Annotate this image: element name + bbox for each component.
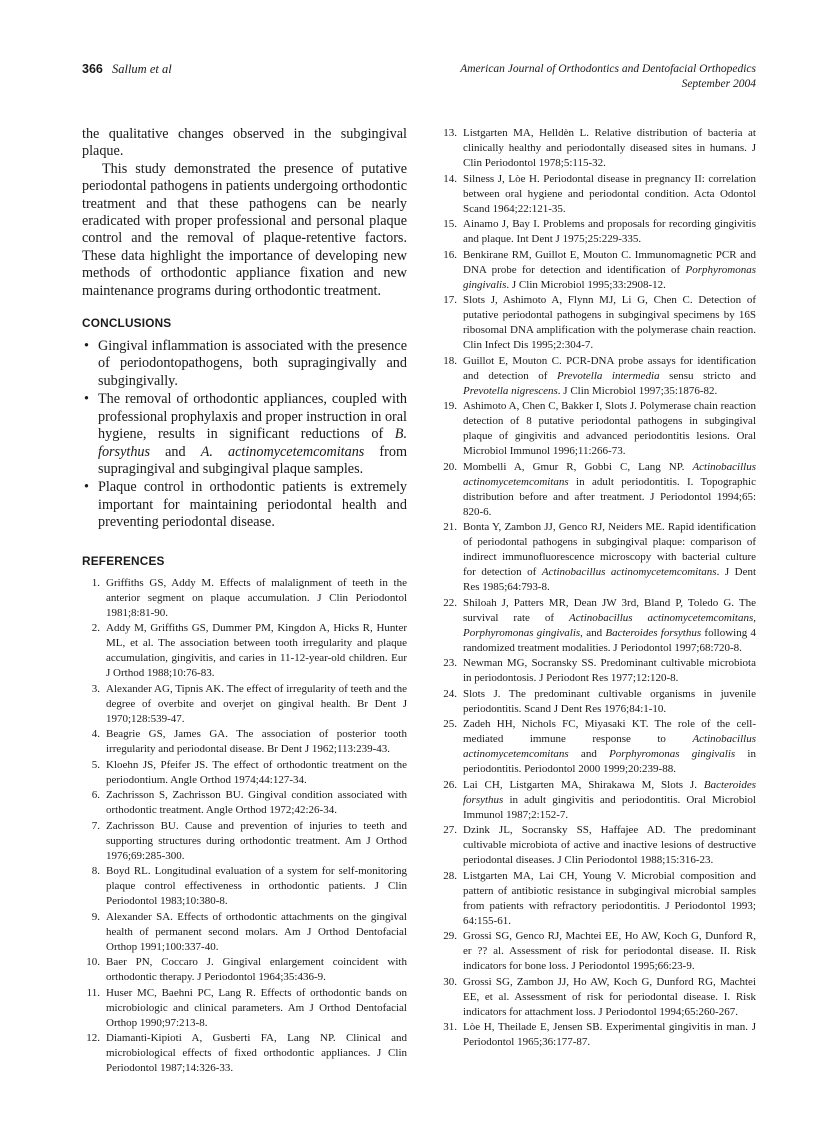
reference-number: 27. — [443, 824, 457, 836]
references-list-left — [82, 576, 407, 1077]
text-run: Addy M, Griffiths GS, Dummer PM, Kingdon A, Hicks R, Hunter ML, et al. The association between tooth irregularity and plaque accumulation, gingivitis, and caries in 11-12-year-old children. Eur J Orthod 1988;10:76-83. — [106, 622, 407, 680]
reference-number: 30. — [443, 975, 457, 988]
reference-item — [439, 778, 756, 823]
text-run: Guillot E, Mouton C. PCR-DNA probe assays for identification and detection of — [463, 354, 756, 382]
reference-item — [82, 910, 407, 955]
conclusion-item — [82, 391, 407, 478]
text-run: Kloehn JS, Pfeifer JS. The effect of orthodontic treatment on the periodontium. Angle Orthod 1974;44:127-34. — [106, 758, 407, 786]
italic-taxon: Porphyromonas gingivalis — [609, 748, 736, 760]
bullet-icon: • — [84, 391, 89, 408]
italic-taxon: Porphyromonas gingivalis — [463, 263, 756, 291]
reference-number: 3. — [91, 682, 100, 695]
reference-item — [439, 717, 756, 777]
reference-item — [439, 1020, 756, 1050]
text-run: The removal of orthodontic appliances, coupled with professional prophylaxis and proper instruction in oral hygiene, results in significant reductions of — [98, 391, 407, 443]
italic-taxon: Actinobacillus actinomycetemcomitans — [541, 566, 717, 578]
text-run: in adult gingivitis and periodontitis. Oral Microbiol Immunol 1987;2:152-7. — [463, 793, 756, 821]
reference-item — [439, 217, 756, 247]
text-run: Dzink JL, Socransky SS, Haffajee AD. The predominant cultivable microbiota of active and inactive lesions of destructive periodontal diseases. J Clin Periodontol 1988;15:316-23. — [463, 824, 756, 866]
reference-number: 1. — [91, 576, 100, 589]
text-run: and — [568, 748, 610, 760]
reference-number: 2. — [91, 622, 100, 635]
text-run: . J Clin Microbiol 1995;33:2908-12. — [506, 278, 666, 291]
italic-taxon: Bacteroides forsythus — [605, 626, 702, 639]
text-run: , and — [580, 626, 606, 639]
text-run: Zachrisson BU. Cause and prevention of injuries to teeth and supporting structures during orthodontic treatment. Am J Orthod 1976;69:285-300. — [106, 819, 407, 862]
text-run: Lai CH, Listgarten MA, Shirakawa M, Slots J. — [463, 778, 704, 791]
reference-item — [82, 682, 407, 727]
reference-number: 19. — [443, 400, 457, 412]
body-paragraph-summary: This study demonstrated the presence of putative periodontal pathogens in patients undergoing orthodontic treatment and that these pathogens can be nearly eradicated with proper professional and personal plaque control and the removal of plaque-retentive factors. These data highlight the importance of developing new methods of orthodontic appliance fixation and new maintenance programs during orthodontic treatment. — [82, 160, 407, 299]
text-run: following 4 randomized treatment modalities. J Periodontol 1997;68:720-8. — [463, 626, 756, 654]
reference-item — [439, 596, 756, 656]
reference-number: 16. — [443, 248, 457, 261]
reference-number: 10. — [86, 956, 100, 969]
text-run: Slots J, Ashimoto A, Flynn MJ, Li G, Chen C. Detection of putative periodontal pathogens in subgingival specimens by 16S ribosomal DNA amplification with the polymerase chain reaction. Clin Infect Dis 1995;2:304-7. — [463, 294, 756, 351]
issue-date: September 2004 — [681, 78, 756, 90]
reference-number: 26. — [443, 778, 457, 791]
reference-item — [439, 869, 756, 929]
text-run: Boyd RL. Longitudinal evaluation of a system for self-monitoring plaque control effectiveness in orthodontic patients. J Clin Periodontol 1983;10:380-8. — [106, 865, 407, 908]
reference-number: 4. — [91, 728, 100, 741]
text-run: Zadeh HH, Nichols FC, Miyasaki KT. The role of the cell-mediated immune response to — [463, 718, 756, 745]
conclusion-item — [82, 338, 407, 390]
text-run: Grossi SG, Genco RJ, Machtei EE, Ho AW, Koch G, Dunford R, er ?? al. Assessment of risk for periodontal disease. II. Risk indicators for bone loss. J Periodontol 1995;66:23-9. — [463, 930, 756, 972]
text-run: Shiloah J, Patters MR, Dean JW 3rd, Bland P, Toledo G. The survival rate of — [463, 596, 756, 624]
reference-item — [439, 656, 756, 686]
italic-taxon: A. actinomycetemcomitans — [200, 443, 365, 460]
text-run: Slots J. The predominant cultivable organisms in juvenile periodontitis. Scand J Dent Res 1976;84:1-10. — [463, 687, 756, 715]
reference-item — [82, 621, 407, 681]
reference-item — [82, 986, 407, 1031]
reference-number: 5. — [91, 758, 100, 771]
text-run: Grossi SG, Zambon JJ, Ho AW, Koch G, Dunford RG, Machtei EE, et al. Assessment of risk for periodontal disease. I. Risk indicators for attachment loss. J Periodontol 1994;65:260-267. — [463, 975, 756, 1018]
text-run: Beagrie GS, James GA. The association of posterior tooth irregularity and periodontal disease. Br Dent J 1962;113:239-43. — [106, 728, 407, 756]
italic-taxon: Actinobacillus actinomycetemcomitans — [569, 611, 754, 624]
text-run: Gingival inflammation is associated with the presence of periodontopathogens, both supragingivally and subgingivally. — [98, 338, 407, 389]
reference-number: 22. — [443, 596, 457, 609]
right-column — [439, 126, 756, 1051]
reference-number: 14. — [443, 172, 457, 185]
italic-taxon: Bacteroides forsythus — [463, 778, 756, 806]
text-run: sensu stricto and — [659, 369, 756, 382]
reference-item — [439, 354, 756, 399]
reference-number: 28. — [443, 869, 457, 882]
reference-item — [82, 758, 407, 788]
running-head-left — [82, 62, 172, 77]
body-paragraph-continued: the qualitative changes observed in the subgingival plaque. — [82, 126, 407, 160]
reference-number: 7. — [91, 819, 100, 832]
text-run: Baer PN, Coccaro J. Gingival enlargement coincident with orthodontic therapy. J Periodontol 1964;35:436-9. — [106, 956, 407, 984]
text-run: in periodontitis. Periodontol 2000 1999;20:239-88. — [463, 748, 756, 775]
text-run: Alexander AG, Tipnis AK. The effect of irregularity of teeth and the degree of overbite and overjet on gingival health. Br Dent J 1970;128:539-47. — [106, 682, 407, 725]
text-run: Silness J, Lòe H. Periodontal disease in pregnancy II: correlation between oral hygiene and periodontal condition. Acta Odontol Scand 1964;22:121-35. — [463, 172, 756, 215]
reference-item — [439, 248, 756, 293]
reference-number: 21. — [443, 521, 457, 533]
reference-number: 17. — [443, 294, 457, 306]
running-head-right — [460, 62, 756, 92]
bullet-icon: • — [84, 479, 89, 496]
page-number: 366 — [82, 62, 103, 76]
reference-number: 18. — [443, 354, 457, 367]
reference-number: 20. — [443, 460, 457, 473]
italic-taxon: Actinobacillus actinomycetemcomitans — [463, 460, 756, 488]
text-run: in adult periodontitis. I. Topographic distribution before and after treatment. J Periodontol 1994;65: 820-6. — [463, 475, 756, 518]
running-head-authors: Sallum et al — [111, 62, 172, 76]
bullet-icon: • — [84, 338, 89, 355]
reference-item — [439, 929, 756, 974]
reference-number: 8. — [91, 865, 100, 878]
reference-item — [439, 293, 756, 353]
text-run: Griffiths GS, Addy M. Effects of malalignment of teeth in the anterior segment on plaque accumulation. J Clin Periodontol 1981;8:81-90. — [106, 576, 407, 619]
reference-item — [439, 460, 756, 520]
reference-number: 11. — [86, 986, 100, 999]
text-run: . J Clin Microbiol 1997;35:1876-82. — [557, 384, 718, 397]
italic-taxon: Prevotella nigrescens — [463, 384, 558, 397]
text-run: Bonta Y, Zambon JJ, Genco RJ, Neiders ME. Rapid identification of periodontal pathogens in subgingival plaque: comparison of indirect immunofluorescence microscopy with bacterial culture for detection of — [463, 521, 756, 578]
italic-taxon: Actinobacillus actinomycetemcomitans — [463, 733, 756, 760]
text-run: Lòe H, Theilade E, Jensen SB. Experimental gingivitis in man. J Periodontol 1965;36:177-87. — [463, 1021, 756, 1048]
journal-title: American Journal of Orthodontics and Dentofacial Orthopedics — [460, 63, 756, 75]
text-run: Diamanti-Kipioti A, Gusberti FA, Lang NP. Clinical and microbiological effects of fixed orthodontic appliances. J Clin Periodontol 1987;14:326-33. — [106, 1032, 407, 1075]
reference-item — [439, 975, 756, 1020]
reference-item — [439, 126, 756, 171]
text-run: Zachrisson S, Zachrisson BU. Gingival condition associated with orthodontic treatment. Angle Orthod 1972;42:26-34. — [106, 789, 407, 817]
reference-item — [82, 1031, 407, 1076]
italic-taxon: Prevotella intermedia — [556, 369, 660, 382]
reference-number: 13. — [443, 127, 457, 139]
reference-number: 23. — [443, 657, 457, 669]
references-list-right — [439, 126, 756, 1050]
reference-item — [439, 399, 756, 459]
reference-item — [439, 823, 756, 868]
reference-item — [439, 687, 756, 717]
reference-number: 6. — [91, 789, 100, 802]
references-heading: REFERENCES — [82, 553, 165, 568]
text-run: Huser MC, Baehni PC, Lang R. Effects of orthodontic bands on microbiologic and clinical parameters. Am J Orthod Dentofacial Orthop 1990;97:213-8. — [106, 986, 407, 1029]
italic-taxon: Porphyromonas gingivalis — [463, 626, 581, 639]
text-run: Newman MG, Socransky SS. Predominant cultivable microbiota in periodontosis. J Periodont Res 1977;12:120-8. — [463, 657, 756, 684]
reference-number: 29. — [443, 930, 457, 942]
text-run: . J Dent Res 1985;64:793-8. — [463, 566, 757, 593]
reference-item — [82, 788, 407, 818]
reference-item — [82, 864, 407, 909]
text-run: Mombelli A, Gmur R, Gobbi C, Lang NP. — [463, 460, 693, 473]
reference-number: 31. — [443, 1021, 457, 1033]
reference-item — [82, 727, 407, 757]
reference-item — [439, 520, 756, 595]
conclusions-heading: CONCLUSIONS — [82, 316, 172, 331]
italic-taxon: B. forsythus — [98, 426, 407, 460]
text-run: from supragingival and subgingival plaque samples. — [98, 443, 407, 477]
reference-item — [82, 955, 407, 985]
reference-number: 12. — [86, 1032, 100, 1045]
conclusions-list — [82, 338, 407, 531]
conclusion-item — [82, 479, 407, 531]
text-run: Alexander SA. Effects of orthodontic attachments on the gingival health of permanent second molars. Am J Orthod Dentofacial Orthop 1991;100:337-40. — [106, 910, 407, 953]
reference-item — [439, 172, 756, 217]
reference-number: 25. — [443, 718, 457, 730]
text-run: Ainamo J, Bay I. Problems and proposals for recording gingivitis and plaque. Int Dent J 1975;25:229-335. — [463, 218, 756, 245]
text-run: and — [150, 443, 201, 460]
text-run: Plaque control in orthodontic patients is extremely important for maintaining periodontal health and preventing periodontal disease. — [98, 479, 407, 531]
text-run: , — [753, 611, 756, 624]
text-run: Ashimoto A, Chen C, Bakker I, Slots J. Polymerase chain reaction detection of 8 putative periodontal pathogens in subgingival plaque of gingivitis and advanced periodontitis lesions. Oral Microbiol Immunol 1996;11:266-73. — [463, 400, 756, 457]
left-column — [82, 126, 407, 1077]
reference-number: 24. — [443, 687, 457, 700]
text-run: Listgarten MA, Lai CH, Young V. Microbial composition and pattern of antibiotic resistance in subgingival microbial samples from patients with refractory periodontitis. J Periodontol 1993; 64:155-61. — [463, 869, 756, 927]
reference-number: 9. — [91, 910, 100, 923]
reference-item — [82, 819, 407, 864]
page-header — [82, 62, 756, 102]
text-run: Benkirane RM, Guillot E, Mouton C. Immunomagnetic PCR and DNA probe for detection and identification of — [463, 248, 756, 276]
reference-item — [82, 576, 407, 621]
text-run: Listgarten MA, Helldèn L. Relative distribution of bacteria at clinically healthy and periodontally diseased sites in humans. J Clin Periodontol 1978;5:115-32. — [463, 127, 756, 169]
reference-number: 15. — [443, 218, 457, 230]
